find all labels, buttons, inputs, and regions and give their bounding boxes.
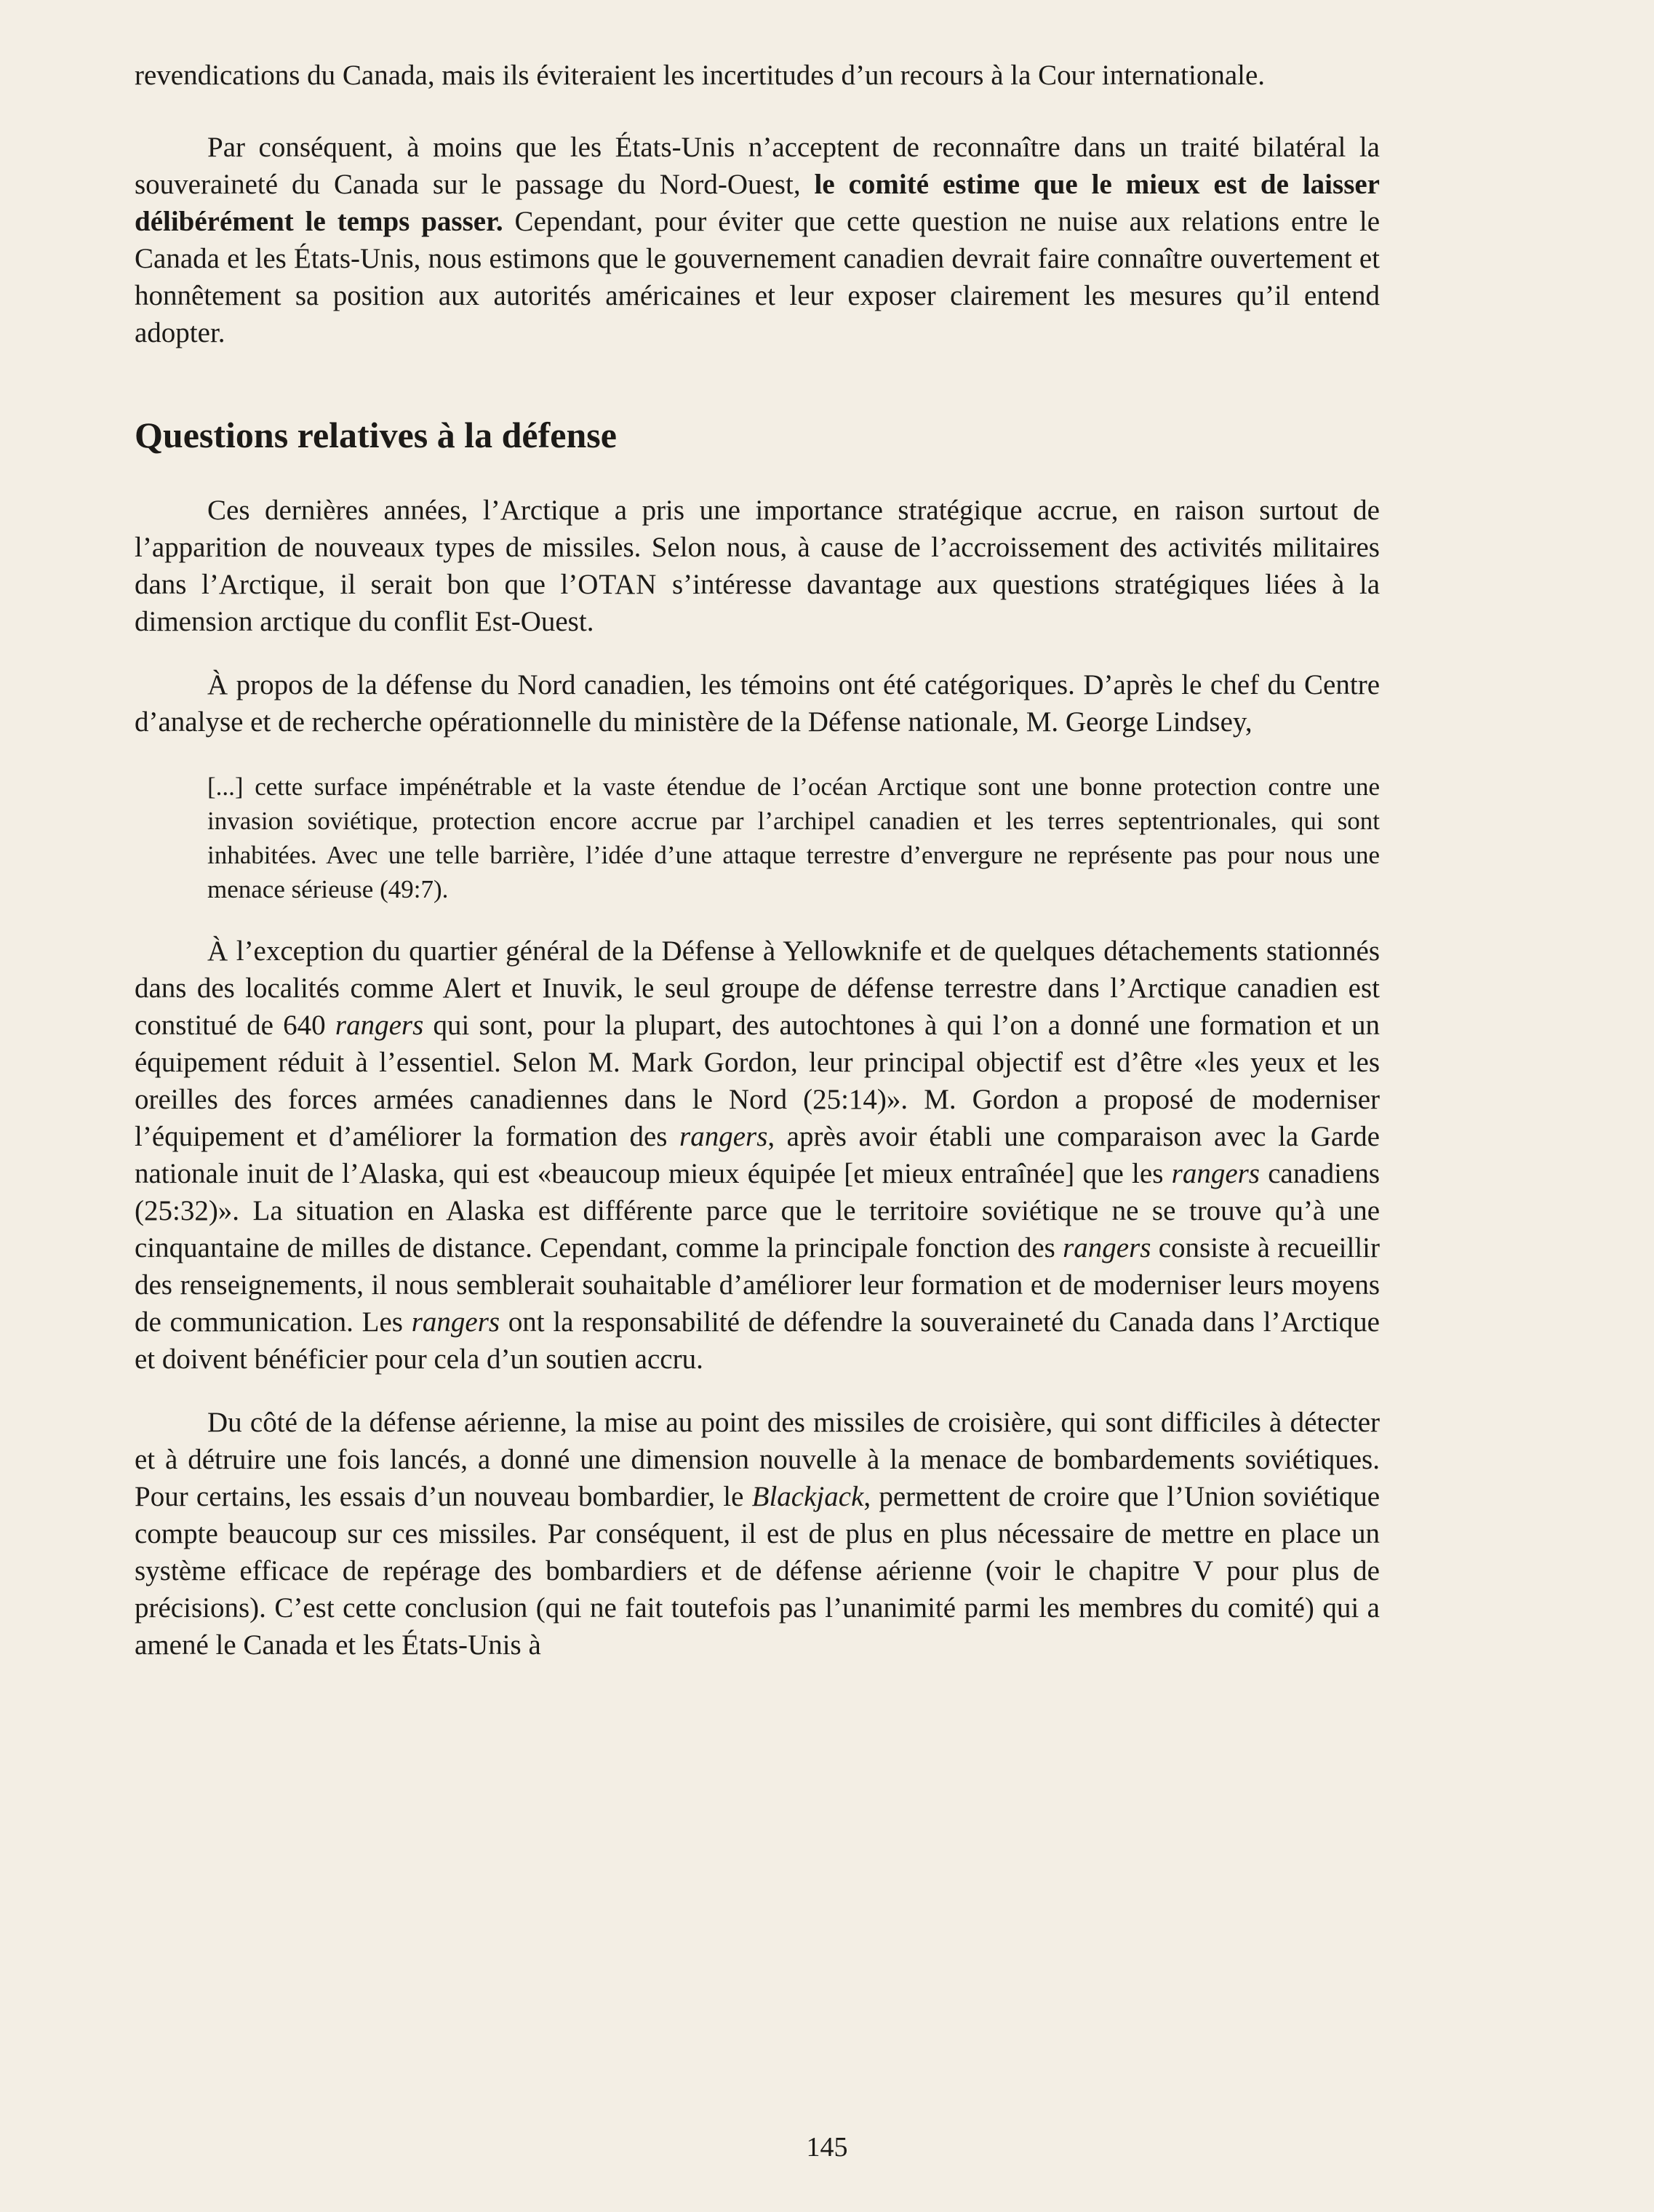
italic-term: rangers: [335, 1010, 424, 1041]
paragraph-text: consiste à recueillir des renseignements, il nous semblerait souhaitable d’améliorer leur formation et de moderniser leurs moyens de communication. Les: [135, 1232, 1381, 1338]
paragraph-text: Du côté de la défense aérienne, la mise au point des missiles de croisière, qui sont difficiles à détecter et à détruire une fois lancés, a donné une dimension nouvelle à la menace de bombardements soviétiques. Pour certains, les essais d’un nouveau bombardier, le: [135, 1407, 1380, 1512]
paragraph-air-defense: [135, 1404, 1380, 1664]
block-quote: [...] cette surface impénétrable et la vaste étendue de l’océan Arctique sont une bonne protection contre une invasion soviétique, protection encore accrue par l’archipel canadien et les terres septentrionales, qui sont inhabitées. Avec une telle barrière, l’idée d’une attaque terrestre d’envergure ne représente pas pour nous une menace sérieuse (49:7).: [207, 772, 1380, 903]
italic-term: Blackjack: [751, 1481, 864, 1512]
paragraph-continuation: revendications du Canada, mais ils éviteraient les incertitudes d’un recours à la Cour internationale.: [135, 60, 1266, 91]
paragraph-text: s’intéresse davantage aux questions stratégiques liées à la dimension arctique du conflit Est-Ouest.: [135, 569, 1380, 637]
paragraph-text: , permettent de croire que l’Union soviétique compte beaucoup sur ces missiles. Par conséquent, il est de plus en plus nécessaire de mettre en place un système efficace de repérage des bombardiers et de défense aérienne (voir le chapitre V pour plus de précisions). C’est cette conclusion (qui ne fait toutefois pas l’unanimité parmi les membres du comité) qui a amené le Canada et les États-Unis à: [135, 1481, 1381, 1661]
paragraph-text: canadiens (25:32)». La situation en Alaska est différente parce que le territoire soviétique ne se trouve qu’à une cinquantaine de milles de distance. Cependant, comme la principale fonction des: [135, 1158, 1380, 1263]
paragraph-sovereignty: [135, 129, 1380, 351]
italic-term: rangers: [411, 1306, 500, 1338]
paragraph-text: , après avoir établi une comparaison avec la Garde nationale inuit de l’Alaska, qui est «beaucoup mieux équipée [et mieux entraînée] que les: [135, 1121, 1380, 1189]
italic-term: rangers: [1063, 1232, 1151, 1263]
page-body: [135, 57, 1380, 1664]
paragraph-text: Ces dernières années, l’Arctique a pris une importance stratégique accrue, en raison surtout de l’apparition de nouveaux types de missiles. Selon nous, à cause de l’accroissement des activités militaires dans l’Arctique, il serait bon que l’: [135, 495, 1380, 600]
paragraph-text: ont la responsabilité de défendre la souveraineté du Canada dans l’Arctique et doivent bénéficier pour cela d’un soutien accru.: [135, 1306, 1380, 1375]
paragraph-text: Cependant, pour éviter que cette question ne nuise aux relations entre le Canada et les États-Unis, nous estimons que le gouvernement canadien devrait faire connaître ouvertement et honnêtement sa position aux autorités américaines et leur exposer clairement les mesures qu’il entend adopter.: [135, 206, 1381, 348]
paragraph-strategic: [135, 492, 1380, 640]
paragraph-witnesses: À propos de la défense du Nord canadien, les témoins ont été catégoriques. D’après le chef du Centre d’analyse et de recherche opérationnelle du ministère de la Défense nationale, M. George Lindsey,: [135, 669, 1380, 738]
paragraph-rangers: [135, 933, 1380, 1378]
italic-term: rangers: [1171, 1158, 1260, 1189]
committee-recommendation: le comité estime que le mieux est de laisser délibérément le temps passer.: [135, 169, 1380, 237]
paragraph-text: Par conséquent, à moins que les États-Unis n’acceptent de reconnaître dans un traité bilatéral la souveraineté du Canada sur le passage du Nord-Ouest,: [135, 132, 1380, 200]
paragraph-text: À l’exception du quartier général de la Défense à Yellowknife et de quelques détachements stationnés dans des localités comme Alert et Inuvik, le seul groupe de défense terrestre dans l’Arctique canadien est constitué de 640: [135, 935, 1380, 1041]
paragraph-text: qui sont, pour la plupart, des autochtones à qui l’on a donné une formation et un équipement réduit à l’essentiel. Selon M. Mark Gordon, leur principal objectif est d’être «les yeux et les oreilles des forces armées canadiennes dans le Nord (25:14)». M. Gordon a proposé de moderniser l’équipement et d’améliorer la formation des: [135, 1010, 1380, 1152]
italic-term: rangers: [679, 1121, 768, 1152]
section-heading: Questions relatives à la défense: [135, 415, 617, 455]
otan-acronym: OTAN: [578, 569, 658, 600]
page-number: 145: [806, 2132, 848, 2163]
